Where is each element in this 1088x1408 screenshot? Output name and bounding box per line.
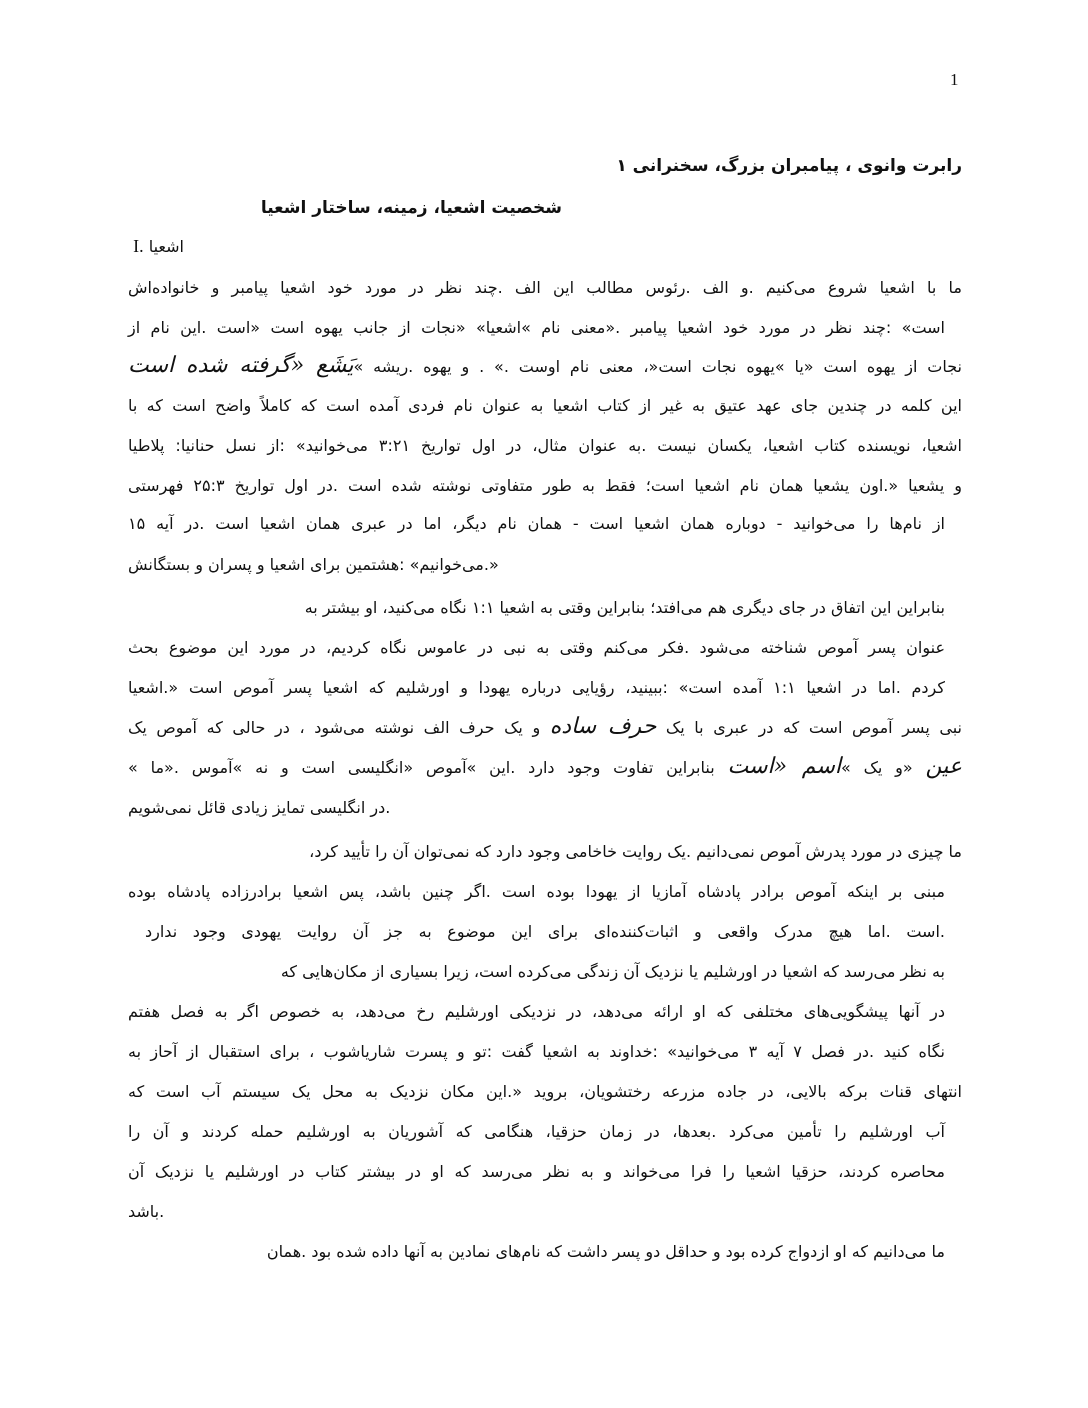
text-line: .باشد: [128, 1202, 165, 1221]
emphasized-text: حرف ساده: [549, 714, 657, 739]
emphasized-text: یَشَع «گرفته شده است: [128, 353, 354, 378]
text-segment: و یک حرف الف نوشته می‌شود ، در حالی که آموص یک: [128, 718, 550, 737]
text-line: در آنها پیشگویی‌های مختلفی که او ارائه می‌دهد، در نزدیکی اورشلیم رخ می‌دهد، به خصوص اگر به فصل هفتم: [128, 1002, 945, 1021]
text-line: [128, 715, 962, 740]
text-line: ما می‌دانیم که او ازدواج کرده بود و حداقل دو پسر داشت که نام‌های نمادین به آنها داده شده بود .همان: [266, 1242, 945, 1261]
text-line: از نام‌ها را می‌خوانید - دوباره همان اشعیا است - همان نام دیگر، اما در عبری همان اشعیا است .در آیه ۱۵: [128, 514, 945, 533]
text-line: .در انگلیسی تمایز زیادی قائل نمی‌شویم: [128, 798, 391, 817]
text-line: کردم .اما در اشعیا ۱:۱ آمده است» :ببینید، رؤیایی درباره یهودا و اورشلیم که اشعیا پسر آموص است «.اشعیا: [128, 678, 945, 697]
text-line: [128, 354, 962, 379]
text-line: و یشعیا «.اون یشعیا همان نام اشعیا است؛ فقط به طور متفاوتی نوشته شده است .در اول تواریخ ۲۵:۳ فهرستی: [128, 476, 962, 495]
text-line: ما چیزی در مورد پدرش آموص نمی‌دانیم .یک روایت خاخامی وجود دارد که نمی‌توان آن را تأیید کرد،: [309, 842, 962, 861]
emphasized-text: عین: [925, 754, 963, 779]
section-heading: I. اشعیا: [133, 236, 184, 256]
text-line: مبنی بر اینکه آموص برادر پادشاه آمازیا از یهودا بوده است .اگر چنین باشد، پس اشعیا برادرزاده پادشاه بوده: [128, 882, 945, 901]
text-line: است» :چند نظر در مورد خود اشعیا پیامبر .«معنی نام »اشعیا» «نجات از جانب یهوه است «است .این نام از: [128, 318, 945, 337]
text-line: نگاه کنید .در فصل ۷ آیه ۳ می‌خوانید» :خداوند به اشعیا گفت :تو و پسرت شاریاشوب ، برای استقبال از آحاز به: [128, 1042, 946, 1061]
text-line: آب اورشلیم را تأمین می‌کرد .بعدها، در زمان حزقیا، هنگامی که آشوریان به اورشلیم حمله کردند و آن را: [128, 1122, 945, 1141]
text-line: «.می‌خوانیم» :هشتمین برای اشعیا و پسران و بستگانش: [128, 555, 499, 574]
text-line: به نظر می‌رسد که اشعیا در اورشلیم یا نزدیک آن زندگی می‌کرده است، زیرا بسیاری از مکان‌هایی که: [280, 962, 945, 981]
text-segment: بنابراین تفاوت وجود دارد .این »آموص «انگلیسی است و نه »آموس .«ما »: [128, 758, 728, 777]
text-segment: «و یک »: [841, 758, 926, 777]
text-line: ما با اشعیا شروع می‌کنیم .و الف .رئوس مطالب این الف .چند نظر در مورد خود اشعیا پیامبر و خانواده‌اش: [128, 278, 962, 297]
text-line: این کلمه در چندین جای عهد عتیق به غیر از کتاب اشعیا به عنوان نام فردی آمده است که کاملاً واضح است که با: [128, 396, 962, 415]
section-heading-text: اشعیا: [148, 237, 184, 256]
document-subtitle: شخصیت اشعیا، زمینه، ساختار اشعیا: [260, 198, 562, 218]
document-title: رابرت وانوی ، پیامبران بزرگ، سخنرانی ۱: [616, 156, 962, 176]
text-line: انتهای قنات برکه بالایی، در جاده مزرعه رختشویان، بروید «.این مکان نزدیک به محل یک سیستم آب است که: [128, 1082, 962, 1101]
text-line: .است .اما هیچ مدرک واقعی و اثبات‌کننده‌ای برای این موضوع به جز آن روایت یهودی وجود ندارد: [145, 922, 945, 941]
page-number: 1: [950, 70, 959, 89]
text-segment: نجات از یهوه است «یا »یهوه نجات است«، معنی نام اوست .» . و یهوه .ریشه »: [353, 357, 963, 376]
text-line: بنابراین این اتفاق در جای دیگری هم می‌افتد؛ بنابراین وقتی به اشعیا ۱:۱ نگاه می‌کنید، او بیشتر به: [304, 598, 945, 617]
text-segment: نبی پسر آموص است که در عبری با یک: [656, 718, 962, 737]
text-line: محاصره کردند، حزقیا اشعیا را فرا می‌خواند و به نظر می‌رسد که او در بیشتر کتاب در اورشلیم یا نزدیک آن: [128, 1162, 945, 1181]
text-line: [128, 755, 962, 780]
text-line: عنوان پسر آموص شناخته می‌شود .فکر می‌کنم وقتی به نبی در عاموس نگاه کردیم، در مورد این موضوع بحث: [128, 638, 945, 657]
emphasized-text: اسم «است: [727, 754, 841, 779]
text-line: اشعیا، نویسنده کتاب اشعیا، یکسان نیست .به عنوان مثال، در اول تواریخ ۳:۲۱ می‌خوانید» :از نسل حنانیا: پلاطیا: [128, 436, 962, 455]
